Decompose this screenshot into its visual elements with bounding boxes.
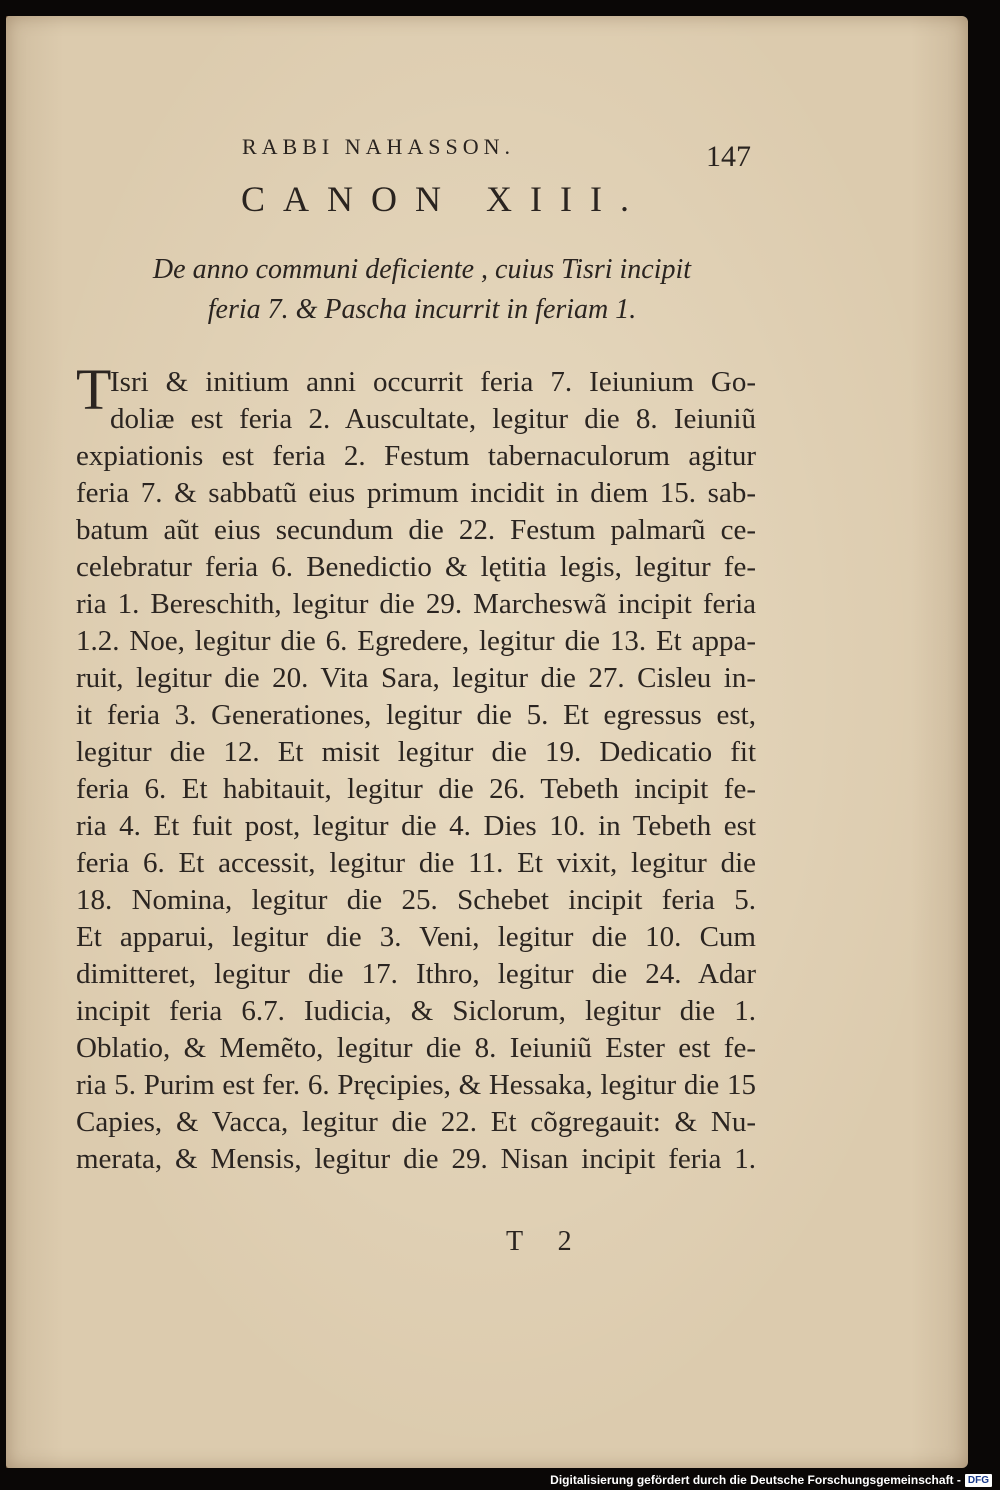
digitization-credit [550, 1472, 992, 1488]
text-line: merata, & Mensis, legitur die 29. Nisan incipit feria 1. [76, 1143, 756, 1175]
text-line: feria 6. Et habitauit, legitur die 26. Tebeth incipit fe- [76, 773, 756, 805]
text-line: incipit feria 6.7. Iudicia, & Siclorum, legitur die 1. [76, 995, 756, 1027]
text-line: feria 6. Et accessit, legitur die 11. Et vixit, legitur die [76, 847, 756, 879]
text-line: Oblatio, & Memẽto, legitur die 8. Ieiuniũ Ester est fe- [76, 1032, 756, 1064]
text-line: doliæ est feria 2. Auscultate, legitur die 8. Ieiuniũ [110, 403, 756, 435]
section-title: CANON XIII. [241, 179, 647, 219]
running-head: RABBI NAHASSON. [242, 134, 516, 159]
text-line: Et apparui, legitur die 3. Veni, legitur die 10. Cum [76, 921, 756, 953]
text-line: celebratur feria 6. Benedictio & lętitia legis, legitur fe- [76, 551, 756, 583]
text-line: Capies, & Vacca, legitur die 22. Et cõgregauit: & Nu- [76, 1106, 756, 1138]
text-line: it feria 3. Generationes, legitur die 5. Et egressus est, [76, 699, 756, 731]
dfg-logo: DFG [965, 1474, 992, 1487]
body-text [76, 357, 756, 1178]
text-line: 1.2. Noe, legitur die 6. Egredere, legitur die 13. Et appa- [76, 625, 756, 657]
drop-cap: T [76, 357, 112, 422]
text-line: expiationis est feria 2. Festum tabernaculorum agitur [76, 440, 756, 472]
text-line: ria 1. Bereschith, legitur die 29. Marcheswã incipit feria [76, 588, 756, 620]
text-line: ria 4. Et fuit post, legitur die 4. Dies 10. in Tebeth est [76, 810, 756, 842]
credit-text: Digitalisierung gefördert durch die Deutsche Forschungsgemeinschaft - [550, 1473, 961, 1487]
text-line: batum aũt eius secundum die 22. Festum palmarũ ce- [76, 514, 756, 546]
subtitle-line-1: De anno communi deficiente , cuius Tisri incipit [152, 254, 692, 285]
text-line: ria 5. Purim est fer. 6. Pręcipies, & Hessaka, legitur die 15 [76, 1069, 756, 1101]
text-line: feria 7. & sabbatũ eius primum incidit in diem 15. sab- [76, 477, 756, 509]
page-number: 147 [706, 140, 751, 173]
text-line: 18. Nomina, legitur die 25. Schebet incipit feria 5. [76, 884, 756, 916]
text-line: dimitteret, legitur die 17. Ithro, legitur die 24. Adar [76, 958, 756, 990]
subtitle-line-2: feria 7. & Pascha incurrit in feriam 1. [207, 294, 637, 325]
text-line: Isri & initium anni occurrit feria 7. Ieiunium Go- [110, 366, 756, 398]
signature-mark: T 2 [506, 1226, 586, 1257]
text-line: ruit, legitur die 20. Vita Sara, legitur die 27. Cisleu in- [76, 662, 756, 694]
text-line: legitur die 12. Et misit legitur die 19. Dedicatio fit [76, 736, 756, 768]
